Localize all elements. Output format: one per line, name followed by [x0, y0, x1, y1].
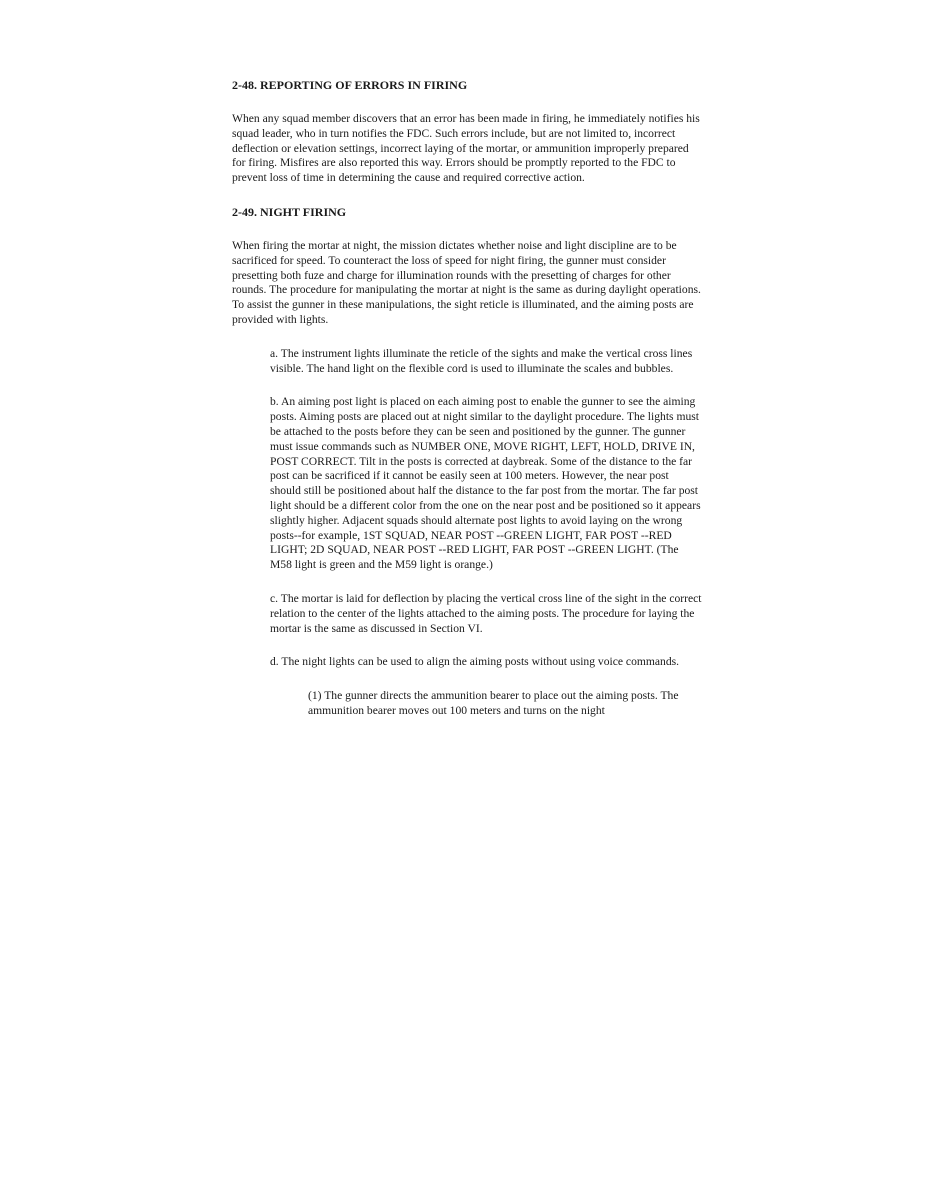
subparagraph-d-1: (1) The gunner directs the ammunition bearer to place out the aiming posts. The ammunition bearer moves out 100 meters and turns on the night: [308, 689, 679, 717]
subparagraph-c: c. The mortar is laid for deflection by placing the vertical cross line of the sight in the correct relation to the center of the lights attached to the aiming posts. The procedure for laying the mortar is the same as discussed in Section VI.: [270, 591, 702, 635]
subparagraph-b: b. An aiming post light is placed on each aiming post to enable the gunner to see the aiming posts. Aiming posts are placed out at night similar to the daylight procedure. The lights must be attached to the posts before they can be seen and positioned by the gunner. The gunner must issue commands such as NUMBER ONE, MOVE RIGHT, LEFT, HOLD, DRIVE IN, POST CORRECT. Tilt in the posts is corrected at daybreak. Some of the distance to the far post can be sacrificed if it cannot be easily seen at 100 meters. However, the near post should still be positioned about half the distance to the far post from the mortar. The far post light should be a different color from the one on the near post and be positioned so it appears slightly higher. Adjacent squads should alternate post lights to avoid laying on the wrong posts--for example, 1ST SQUAD, NEAR POST --GREEN LIGHT, FAR POST --RED LIGHT; 2D SQUAD, NEAR POST --RED LIGHT, FAR POST --GREEN LIGHT. (The M58 light is green and the M59 light is orange.): [270, 395, 701, 572]
paragraph-reporting-errors: When any squad member discovers that an error has been made in firing, he immediately notifies his squad leader, who in turn notifies the FDC. Such errors include, but are not limited to, incorrect deflection or elevation settings, incorrect laying of the mortar, or ammunition improperly prepared for firing. Misfires are also reported this way. Errors should be promptly reported to the FDC to prevent loss of time in determining the cause and required corrective action.: [232, 112, 700, 185]
section-heading-2-49: 2-49. NIGHT FIRING: [232, 204, 347, 219]
paragraph-night-firing: When firing the mortar at night, the mission dictates whether noise and light discipline are to be sacrificed for speed. To counteract the loss of speed for night firing, the gunner must consider presetting both fuze and charge for illumination rounds with the presetting of charges for other rounds. The procedure for manipulating the mortar at night is the same as during daylight operations. To assist the gunner in these manipulations, the sight reticle is illuminated, and the aiming posts are provided with lights.: [232, 238, 701, 326]
subparagraph-d: d. The night lights can be used to align the aiming posts without using voice commands.: [270, 655, 680, 669]
subparagraph-a: a. The instrument lights illuminate the reticle of the sights and make the vertical cross lines visible. The hand light on the flexible cord is used to illuminate the scales and bubbles.: [270, 346, 693, 375]
document-page: [232, 78, 702, 738]
section-heading-2-48: 2-48. REPORTING OF ERRORS IN FIRING: [232, 78, 468, 92]
